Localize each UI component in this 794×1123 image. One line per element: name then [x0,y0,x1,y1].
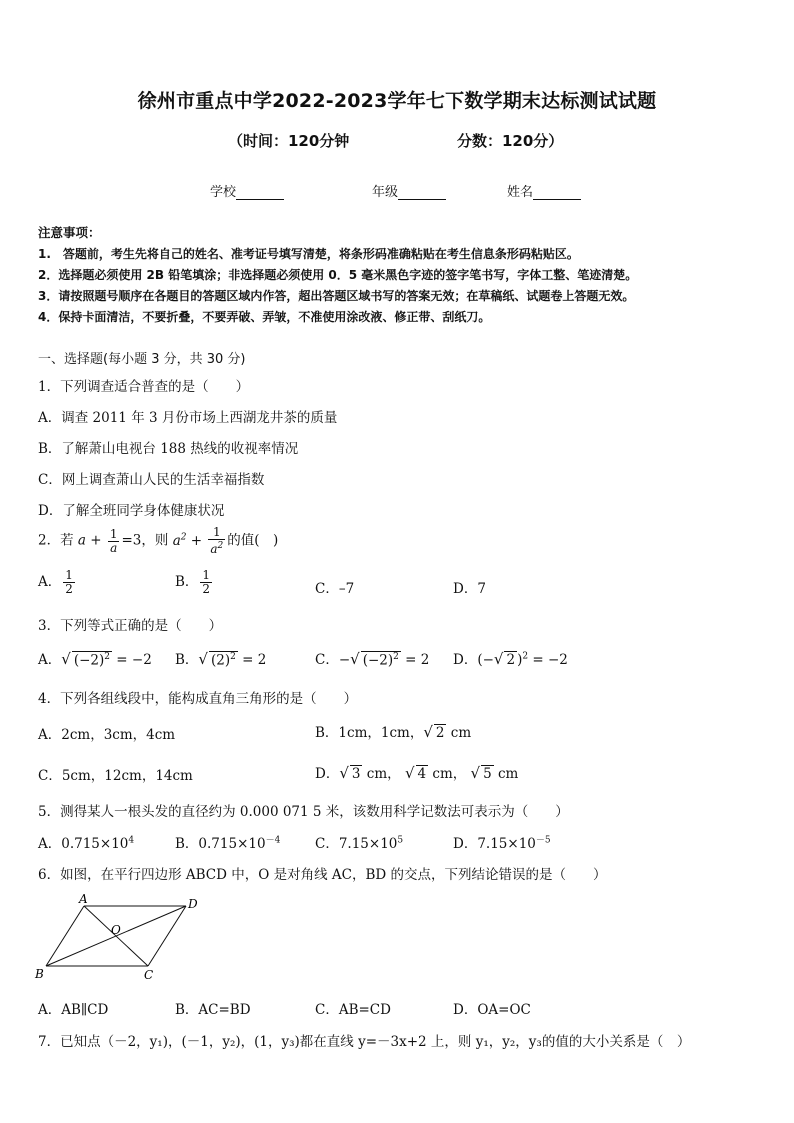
question-5-stem: 5．测得某人一根头发的直径约为 0.000 071 5 米，该数用科学记数法可表示为（ ） [38,804,569,820]
q2-expr-2: $a^2$ + [172,532,203,549]
q1-option-d: D．了解全班同学身体健康状况 [38,503,225,519]
q5-option-b: B．$0.715\times 10^{-4}$ [175,835,281,852]
question-2-stem [38,526,278,556]
q4-option-a: A．2cm，3cm，4cm [38,727,176,743]
q2-post: 的值( ) [227,532,279,549]
grade-label: 年级 [372,185,399,200]
q2-frac-1: $\frac{1}{a}$ [109,526,118,555]
question-1-stem: 1．下列调查适合普查的是（ ） [38,379,250,395]
edge-ab [46,906,84,966]
parallelogram-figure [34,892,214,984]
notes-heading: 注意事项： [38,225,101,240]
q6-option-d: D．OA=OC [453,1002,531,1018]
q5-option-d: D．$7.15\times 10^{-5}$ [453,835,551,852]
question-3-stem: 3．下列等式正确的是（ ） [38,618,223,634]
name-blank [533,187,581,200]
exam-time: （时间：120分钟 [228,132,350,150]
q2-mid: =3，则 [121,532,169,549]
school-label: 学校 [210,185,237,200]
edge-dc [148,906,186,966]
question-4-stem: 4．下列各组线段中，能构成直角三角形的是（ ） [38,691,358,707]
label-o: O [111,923,121,937]
q6-option-a: A．AB∥CD [38,1002,109,1018]
q1-option-b: B．了解萧山电视台 188 热线的收视率情况 [38,441,299,457]
q5-option-a: A．$0.715\times 10^4$ [38,835,135,852]
name-field [507,181,581,200]
section-heading: 一、选择题(每小题 3 分，共 30 分) [38,352,246,367]
label-a: A [79,892,88,906]
q5-option-c: C．$7.15\times 10^5$ [315,835,404,852]
name-label: 姓名 [507,185,534,200]
q3-option-c: C．−√ $(-2)^2 = 2$ [315,650,430,668]
note-item: 4．保持卡面清洁，不要折叠，不要弄破、弄皱，不准使用涂改液、修正带、刮纸刀。 [38,310,491,324]
school-blank [236,187,284,200]
exam-score: 分数：120分） [457,132,564,150]
note-item: 3．请按照题号顺序在各题目的答题区域内作答，超出答题区域书写的答案无效；在草稿纸、试题卷上答题无效。 [38,289,635,303]
label-c: C [144,968,154,982]
q3-option-a: A．√ $(-2)^2 = -2$ [38,650,152,668]
label-d: D [188,897,198,911]
question-6-stem: 6．如图，在平行四边形 ABCD 中，O 是对角线 AC，BD 的交点，下列结论错误的是（ ） [38,867,607,883]
q2-option-c: C．–7 [315,581,355,597]
q2-frac-2: $\frac{1}{a^2}$ [210,525,224,556]
q1-option-c: C．网上调查萧山人民的生活幸福指数 [38,472,265,488]
q2-option-d: D．7 [453,581,486,597]
q4-option-b: B．1cm，1cm，√ 2 cm [315,723,472,741]
q2-pre: 2．若 [38,532,74,549]
note-item: 1. 答题前，考生先将自己的姓名、准考证号填写清楚，将条形码准确粘贴在考生信息条形码粘贴区。 [38,247,579,261]
label-b: B [35,967,44,981]
q3-option-d: D．(−√ 2 )$^2$ = −2 [453,650,568,668]
grade-field [372,181,446,200]
note-item: 2．选择题必须使用 2B 铅笔填涂；非选择题必须使用 0．5 毫米黑色字迹的签字笔书写，字体工整、笔迹清楚。 [38,268,638,282]
q2-expr-1: a + [77,532,102,549]
q2-option-a: A． $\frac{1}{2}$ [38,568,73,596]
q3-option-b: B．√ $(2)^2 = 2$ [175,650,267,668]
q4-option-c: C．5cm，12cm，14cm [38,768,193,784]
q1-option-a: A．调查 2011 年 3 月份市场上西湖龙井茶的质量 [38,410,338,426]
q6-option-c: C．AB=CD [315,1002,391,1018]
school-field [210,181,284,200]
q2-option-b: B． $\frac{1}{2}$ [175,568,211,596]
q6-option-b: B．AC=BD [175,1002,251,1018]
grade-blank [398,187,446,200]
question-7-stem: 7．已知点（－2，y₁)，(－1，y₂)，(1，y₃)都在直线 y=－3x+2 上，则 y₁，y₂，y₃的值的大小关系是（ ） [38,1034,691,1050]
q4-option-d: D．√ 3 cm， √ 4 cm， √ 5 cm [315,764,519,782]
page-title: 徐州市重点中学2022-2023学年七下数学期末达标测试试题 [137,90,657,112]
